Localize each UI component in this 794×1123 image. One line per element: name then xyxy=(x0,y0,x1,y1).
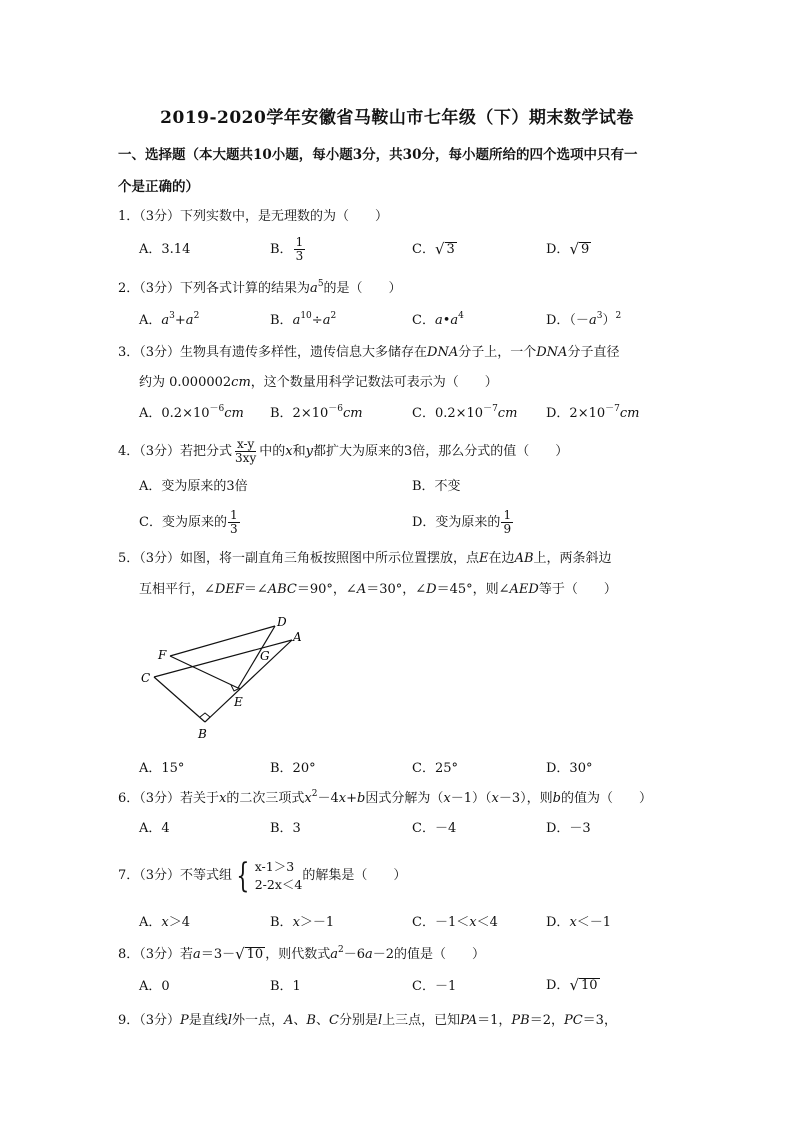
q8-option-a: A．0 xyxy=(139,979,170,994)
label-e: E xyxy=(234,695,243,709)
right-angle-mark-b xyxy=(200,713,210,722)
q1-option-a: A．3.14 xyxy=(139,242,191,257)
segment-fe xyxy=(170,656,238,688)
q3-option-c: C．$0.2\times 10^{-7}cm$ xyxy=(412,404,518,421)
q8-option-d: D． √ 10 xyxy=(546,976,598,994)
inequality-system: { x-1＞3 2-2x＜4 xyxy=(236,855,303,896)
q5-option-c: C．25° xyxy=(412,761,458,776)
q8-option-c: C．－1 xyxy=(412,979,457,994)
q6-option-c: C．－4 xyxy=(412,821,457,836)
label-g: G xyxy=(260,649,270,663)
segment-cb xyxy=(154,677,205,722)
q8-option-b: B．1 xyxy=(270,979,301,994)
q2-option-b: B．$a^{10}\div a^2$ xyxy=(270,311,337,328)
section-heading: 一、选择题（本大题共10小题，每小题3分，共30分，每小题所给的四个选项中只有一 个是正确的） xyxy=(118,147,638,195)
question-3-stem-line2: 约为 0.000002cm，这个数量用科学记数法可表示为（ ） xyxy=(139,375,498,390)
question-6-stem: 6．（3分）若关于x的二次三项式$x^2-4x+b$因式分解为（x－1）（x－3），则b的值为（ ） xyxy=(118,789,652,806)
label-a: A xyxy=(293,630,302,644)
question-4-stem: 4．（3分）若把分式 $\frac{x-y}{3xy}$ 中的x和y都扩大为原来的3倍，那么分式的值（ ） xyxy=(118,437,569,465)
q1-option-d: D． √ 9 xyxy=(546,240,590,258)
question-8-stem: 8．（3分）若a＝3－ √ 10 ，则代数式$a^2-6a-2$的值是（ ） xyxy=(118,945,486,963)
q3-option-b: B．$2\times 10^{-6}cm$ xyxy=(270,404,363,421)
label-b: B xyxy=(198,727,207,741)
q1-option-c: C． √ 3 xyxy=(412,240,455,258)
q7-option-b: B．x＞－1 xyxy=(270,915,335,930)
q2-option-a: A．$a^3+a^2$ xyxy=(139,311,200,328)
page-title: 2019-2020学年安徽省马鞍山市七年级（下）期末数学试卷 xyxy=(160,108,634,128)
q4-option-b: B．不变 xyxy=(412,479,461,494)
question-7-stem: 7．（3分）不等式组 { x-1＞3 2-2x＜4 的解集是（ ） xyxy=(118,855,407,896)
segment-ab xyxy=(205,640,292,722)
q7-option-c: C．－1＜x＜4 xyxy=(412,915,498,930)
triangle-figure xyxy=(130,610,320,745)
question-1-stem: 1．（3分）下列实数中，是无理数的为（ ） xyxy=(118,209,389,224)
label-c: C xyxy=(141,671,151,685)
question-5-stem-line2: 互相平行，∠DEF＝∠ABC＝90°，∠A＝30°，∠D＝45°，则∠AED等于（ ） xyxy=(139,582,617,597)
q5-option-b: B．20° xyxy=(270,761,316,776)
q7-option-d: D．x＜－1 xyxy=(546,915,612,930)
q6-option-a: A．4 xyxy=(139,821,170,836)
q6-option-d: D．－3 xyxy=(546,821,591,836)
q4-option-c: C．变为原来的 $\frac{1}{3}$ xyxy=(139,508,238,536)
label-d: D xyxy=(277,615,287,629)
q5-option-a: A．15° xyxy=(139,761,185,776)
label-f: F xyxy=(158,648,167,662)
question-3-stem-line1: 3．（3分）生物具有遗传多样性，遗传信息大多储存在DNA分子上，一个DNA分子直径 xyxy=(118,345,620,360)
question-9-stem: 9．（3分）P是直线l外一点，A、B、C分别是l上三点，已知PA＝1，PB＝2，PC＝3， xyxy=(118,1013,617,1028)
q4-option-a: A．变为原来的3倍 xyxy=(139,479,248,494)
q3-option-a: A．$0.2\times 10^{-6}cm$ xyxy=(139,404,244,421)
q7-option-a: A．x＞4 xyxy=(139,915,191,930)
q5-option-d: D．30° xyxy=(546,761,593,776)
q3-option-d: D．$2\times 10^{-7}cm$ xyxy=(546,404,640,421)
q4-option-d: D．变为原来的 $\frac{1}{9}$ xyxy=(412,508,512,536)
question-5-stem-line1: 5．（3分）如图，将一副直角三角板按照图中所示位置摆放，点E在边AB上，两条斜边 xyxy=(118,551,612,566)
q6-option-b: B．3 xyxy=(270,821,301,836)
q2-option-d: D．$(-a^3)^2$ xyxy=(546,311,622,328)
q2-option-c: C．$a•a^4$ xyxy=(412,311,464,328)
q1-option-b: B． $\frac{1}{3}$ xyxy=(270,235,304,263)
question-2-stem: 2．（3分）下列各式计算的结果为$a^5$的是（ ） xyxy=(118,279,402,296)
